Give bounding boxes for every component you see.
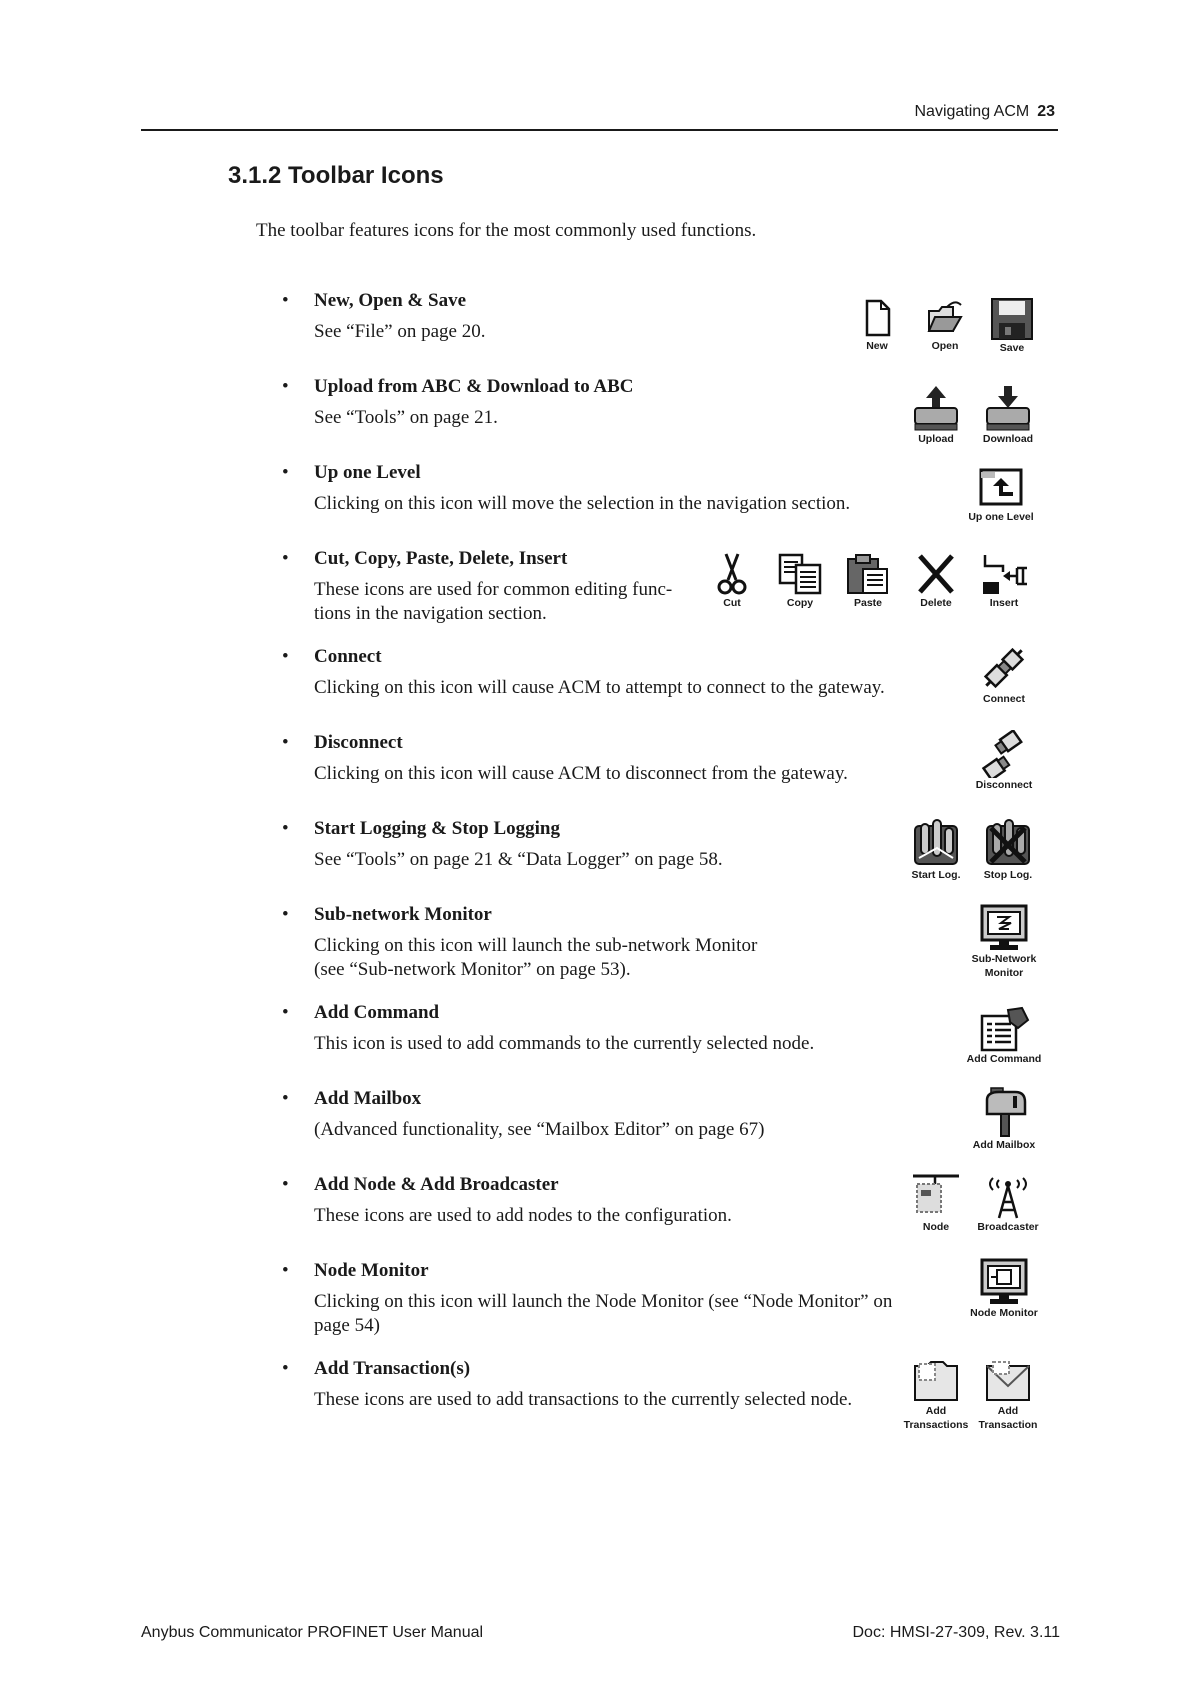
item-title: Upload from ABC & Download to ABC (314, 376, 634, 397)
bullet: • (282, 290, 289, 311)
item-description: See “Tools” on page 21 & “Data Logger” on page 58. (314, 849, 723, 870)
item-description: See “Tools” on page 21. (314, 407, 498, 428)
icon-label: Connect (983, 693, 1025, 705)
upload-icon (904, 384, 968, 446)
icon-label: Paste (853, 597, 883, 609)
icon-label: Node Monitor (970, 1307, 1038, 1319)
insert-icon (972, 552, 1036, 610)
bullet: • (282, 548, 289, 569)
bullet: • (282, 376, 289, 397)
add-command-icon (957, 1006, 1051, 1066)
header-text (914, 103, 1055, 121)
icon-label: Add Command (966, 1053, 1042, 1065)
item-title: Up one Level (314, 462, 421, 483)
icon-label: Save (999, 342, 1025, 354)
icon-label: Delete (920, 597, 952, 609)
item-description: These icons are used for common editing func- tions in the navigation section. (314, 579, 673, 624)
icon-label: Disconnect (975, 779, 1033, 791)
bullet: • (282, 1174, 289, 1195)
item-description: Clicking on this icon will cause ACM to disconnect from the gateway. (314, 763, 848, 784)
item-title: Sub-network Monitor (314, 904, 492, 925)
item-description: Clicking on this icon will cause ACM to attempt to connect to the gateway. (314, 677, 885, 698)
bullet: • (282, 1002, 289, 1023)
icon-label: Sub-Network Monitor (971, 953, 1037, 979)
item-description: (Advanced functionality, see “Mailbox Editor” on page 67) (314, 1119, 765, 1140)
icon-label: Open (931, 340, 959, 352)
icon-label: Cut (723, 597, 741, 609)
connect-icon (969, 644, 1039, 706)
icon-label: Add Transaction (978, 1405, 1038, 1431)
start-log-icon (904, 818, 968, 882)
bullet: • (282, 646, 289, 667)
item-title: Cut, Copy, Paste, Delete, Insert (314, 548, 568, 569)
add-transaction-icon (972, 1358, 1044, 1432)
item-description: Clicking on this icon will move the selection in the navigation section. (314, 493, 851, 514)
item-title: Start Logging & Stop Logging (314, 818, 560, 839)
up-one-level-icon (961, 466, 1041, 524)
intro-paragraph: The toolbar features icons for the most commonly used functions. (256, 220, 757, 241)
add-mailbox-icon (961, 1086, 1047, 1152)
icon-label: Add Transactions (903, 1405, 969, 1431)
add-transactions-icon (900, 1358, 972, 1432)
item-description: Clicking on this icon will launch the Node Monitor (see “Node Monitor” on page 54) (314, 1291, 893, 1336)
bullet: • (282, 1260, 289, 1281)
icon-label: New (866, 340, 888, 352)
icon-label: Copy (786, 597, 814, 609)
page-header (141, 100, 1058, 131)
open-icon (913, 297, 977, 353)
icon-label: Download (982, 433, 1034, 445)
item-title: Node Monitor (314, 1260, 429, 1281)
paste-icon (836, 552, 900, 610)
header-section: Navigating ACM (914, 103, 1030, 120)
icon-label: Insert (989, 597, 1019, 609)
bullet: • (282, 1358, 289, 1379)
item-title: Add Node & Add Broadcaster (314, 1174, 559, 1195)
item-description: These icons are used to add nodes to the configuration. (314, 1205, 732, 1226)
page-number: 23 (1037, 103, 1055, 120)
footer-left: Anybus Communicator PROFINET User Manual (141, 1624, 484, 1641)
icon-label: Upload (918, 433, 954, 445)
stop-log-icon (976, 818, 1040, 882)
item-description: Clicking on this icon will launch the sub-network Monitor (see “Sub-network Monitor” on page 53). (314, 935, 758, 980)
new-icon (845, 297, 909, 353)
icon-label: Broadcaster (977, 1221, 1039, 1233)
icon-label: Stop Log. (983, 869, 1033, 881)
broadcaster-icon (976, 1172, 1040, 1234)
download-icon (976, 384, 1040, 446)
sub-network-monitor-icon (962, 904, 1046, 980)
item-title: Disconnect (314, 732, 403, 753)
disconnect-icon (962, 730, 1046, 792)
node-monitor-icon (957, 1258, 1051, 1320)
bullet: • (282, 462, 289, 483)
copy-icon (768, 552, 832, 610)
bullet: • (282, 904, 289, 925)
item-description: This icon is used to add commands to the currently selected node. (314, 1033, 815, 1054)
delete-icon (904, 552, 968, 610)
footer-right: Doc: HMSI-27-309, Rev. 3.11 (852, 1624, 1060, 1641)
bullet: • (282, 732, 289, 753)
item-title: Add Transaction(s) (314, 1358, 471, 1379)
cut-icon (700, 552, 764, 610)
icon-label: Node (922, 1221, 950, 1233)
save-icon (980, 297, 1044, 355)
icon-label: Up one Level (968, 511, 1034, 523)
node-icon (904, 1172, 968, 1234)
icon-label: Start Log. (911, 869, 961, 881)
bullet: • (282, 1088, 289, 1109)
item-title: Add Mailbox (314, 1088, 422, 1109)
item-description: See “File” on page 20. (314, 321, 486, 342)
section-title: 3.1.2 Toolbar Icons (228, 162, 444, 189)
item-title: New, Open & Save (314, 290, 466, 311)
icon-label: Add Mailbox (972, 1139, 1036, 1151)
item-title: Add Command (314, 1002, 440, 1023)
item-title: Connect (314, 646, 382, 667)
item-description: These icons are used to add transactions to the currently selected node. (314, 1389, 853, 1410)
bullet: • (282, 818, 289, 839)
